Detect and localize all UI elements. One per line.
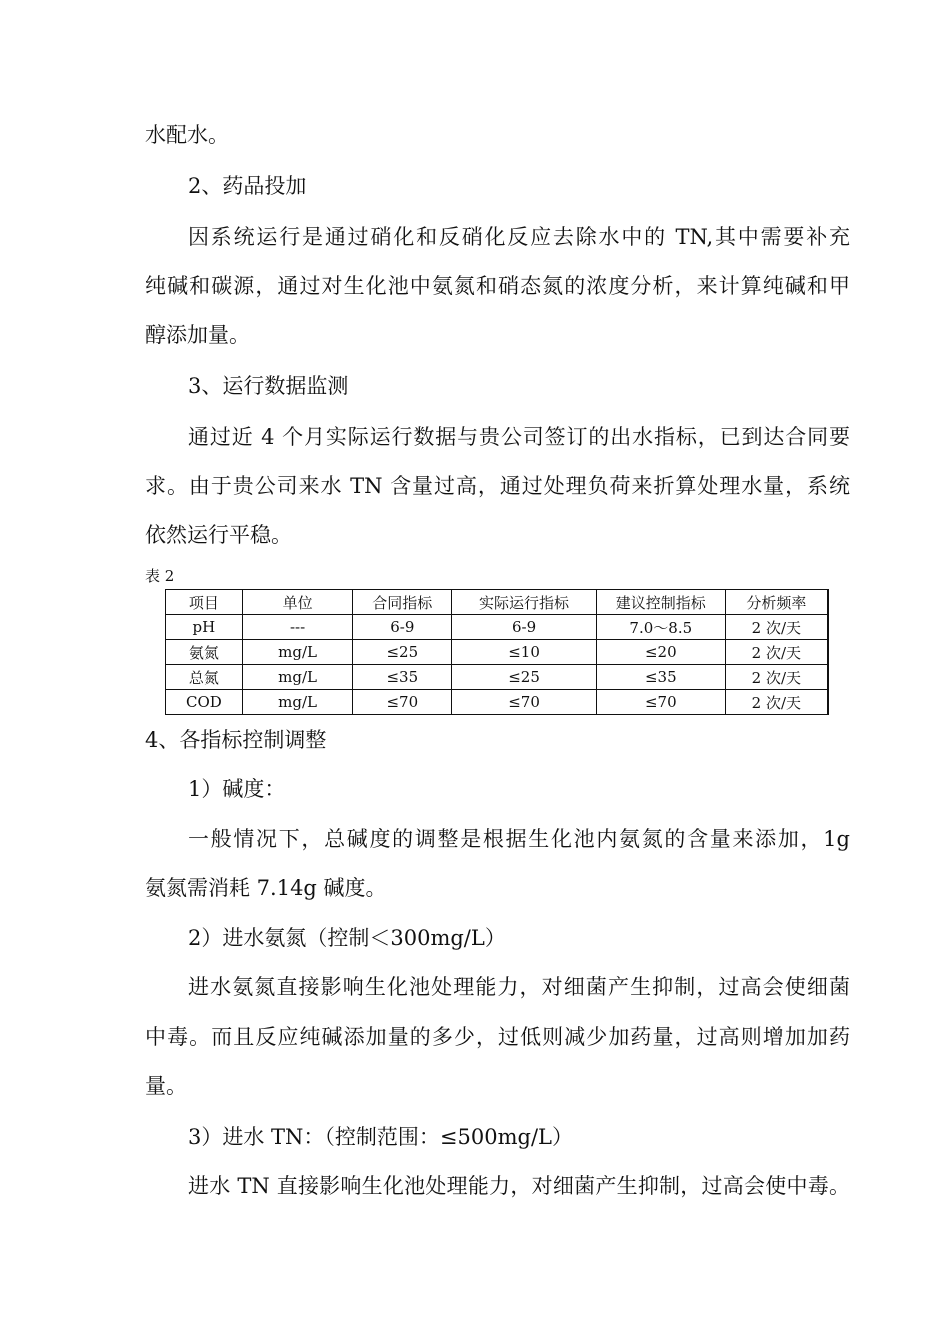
table-header-cell: 建议控制指标 xyxy=(596,590,725,615)
table-header-cell: 合同指标 xyxy=(353,590,452,615)
paragraph-line: 水配水。 xyxy=(145,123,229,147)
table-caption: 表 2 xyxy=(145,567,175,585)
table-header-cell: 单位 xyxy=(242,590,353,615)
table-header-cell: 实际运行指标 xyxy=(452,590,597,615)
table-cell: 2 次/天 xyxy=(725,615,828,640)
paragraph-line: 因系统运行是通过硝化和反硝化反应去除水中的 TN,其中需要补充 xyxy=(188,225,850,249)
section-heading-3: 3、运行数据监测 xyxy=(188,374,349,398)
table-cell: mg/L xyxy=(242,665,353,690)
table-cell: 2 次/天 xyxy=(725,640,828,665)
table-header-cell: 项目 xyxy=(166,590,243,615)
paragraph-line: 进水氨氮直接影响生化池处理能力，对细菌产生抑制，过高会使细菌 xyxy=(188,975,850,999)
table-header-row xyxy=(166,590,829,615)
table-cell: 氨氮 xyxy=(166,640,243,665)
table-cell: ≤20 xyxy=(596,640,725,665)
paragraph-line: 进水 TN 直接影响生化池处理能力，对细菌产生抑制，过高会使中毒。 xyxy=(188,1174,850,1198)
subsection-heading: 1）碱度： xyxy=(188,777,286,801)
table-cell: ≤35 xyxy=(596,665,725,690)
paragraph-line: 纯碱和碳源，通过对生化池中氨氮和硝态氮的浓度分析，来计算纯碱和甲 xyxy=(145,274,850,298)
paragraph-line: 依然运行平稳。 xyxy=(145,523,292,547)
subsection-heading: 3）进水 TN：（控制范围：≤500mg/L） xyxy=(188,1125,573,1149)
table-row xyxy=(166,690,829,715)
table-cell: ≤70 xyxy=(452,690,597,715)
table-cell: 6-9 xyxy=(353,615,452,640)
table-row xyxy=(166,640,829,665)
table-cell: 6-9 xyxy=(452,615,597,640)
table-cell: ≤25 xyxy=(452,665,597,690)
paragraph-line: 一般情况下，总碱度的调整是根据生化池内氨氮的含量来添加，1g xyxy=(188,827,850,851)
paragraph-line: 醇添加量。 xyxy=(145,323,250,347)
table-cell: 2 次/天 xyxy=(725,690,828,715)
table-cell: ≤70 xyxy=(353,690,452,715)
table-header-cell: 分析频率 xyxy=(725,590,828,615)
table-cell: 7.0～8.5 xyxy=(596,615,725,640)
table-cell: ≤25 xyxy=(353,640,452,665)
subsection-heading: 2）进水氨氮（控制＜300mg/L） xyxy=(188,926,506,950)
paragraph-line: 通过近 4 个月实际运行数据与贵公司签订的出水指标，已到达合同要 xyxy=(188,425,850,449)
table-cell: mg/L xyxy=(242,690,353,715)
table-cell: 2 次/天 xyxy=(725,665,828,690)
table-cell: ≤10 xyxy=(452,640,597,665)
table-cell: --- xyxy=(242,615,353,640)
paragraph-line: 求。由于贵公司来水 TN 含量过高，通过处理负荷来折算处理水量，系统 xyxy=(145,474,850,498)
table-cell: pH xyxy=(166,615,243,640)
section-heading-2: 2、药品投加 xyxy=(188,174,307,198)
table-cell: ≤70 xyxy=(596,690,725,715)
paragraph-line: 量。 xyxy=(145,1074,187,1098)
indicator-table xyxy=(165,589,829,715)
table-cell: COD xyxy=(166,690,243,715)
section-heading-4: 4、各指标控制调整 xyxy=(145,728,327,752)
paragraph-line: 氨氮需消耗 7.14g 碱度。 xyxy=(145,876,387,900)
table-cell: ≤35 xyxy=(353,665,452,690)
table-row xyxy=(166,665,829,690)
table-cell: 总氮 xyxy=(166,665,243,690)
table-row xyxy=(166,615,829,640)
paragraph-line: 中毒。而且反应纯碱添加量的多少，过低则减少加药量，过高则增加加药 xyxy=(145,1025,850,1049)
table-cell: mg/L xyxy=(242,640,353,665)
